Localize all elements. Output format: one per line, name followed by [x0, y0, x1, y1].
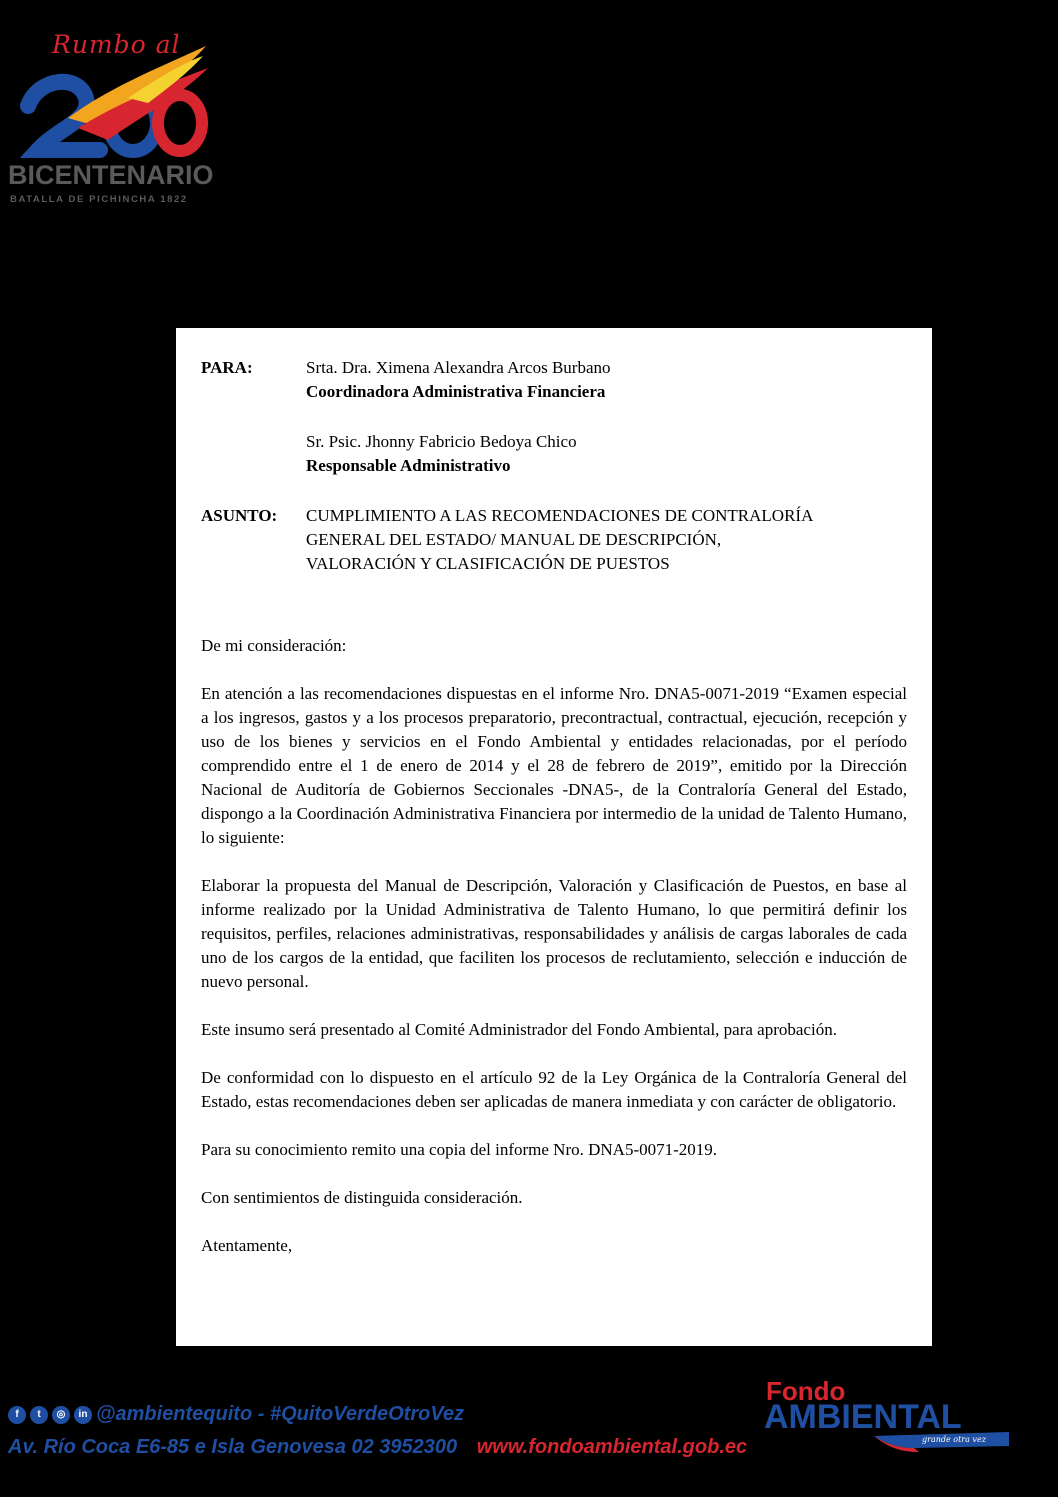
- instagram-icon[interactable]: ◎: [52, 1406, 70, 1424]
- subject-row: [201, 504, 907, 576]
- greeting: De mi consideración:: [201, 636, 347, 655]
- recipient-name: Sr. Psic. Jhonny Fabricio Bedoya Chico: [306, 432, 577, 451]
- recipient-title: Responsable Administrativo: [306, 456, 511, 475]
- subject-line: GENERAL DEL ESTADO/ MANUAL DE DESCRIPCIÓN,: [306, 530, 722, 549]
- bicentenario-word: BICENTENARIO: [8, 160, 214, 190]
- fondo-logo-main: AMBIENTAL: [764, 1398, 962, 1436]
- fondo-logo-top: Fondo: [766, 1376, 846, 1406]
- bicentenario-script-text: Rumbo al: [52, 30, 181, 59]
- footer-contact: [8, 1436, 747, 1459]
- to-label: PARA:: [201, 358, 253, 377]
- subject-label: ASUNTO:: [201, 506, 278, 525]
- footer-address: Av. Río Coca E6-85 e Isla Genovesa 02 3952300: [8, 1436, 458, 1458]
- facebook-icon[interactable]: f: [8, 1406, 26, 1424]
- footer-social-row: [8, 1403, 464, 1426]
- subject-text: [306, 504, 907, 576]
- to-row: [201, 356, 907, 478]
- fondo-ambiental-logo: [764, 1376, 1009, 1456]
- body-paragraph: Este insumo será presentado al Comité Administrador del Fondo Ambiental, para aprobación.: [201, 1020, 837, 1039]
- linkedin-icon[interactable]: in: [74, 1406, 92, 1424]
- recipients-block: [306, 356, 907, 478]
- closing-line: Con sentimientos de distinguida consideración.: [201, 1188, 523, 1207]
- bicentenario-subtitle: BATALLA DE PICHINCHA 1822: [10, 194, 188, 205]
- recipient-name: Srta. Dra. Ximena Alexandra Arcos Burbano: [306, 358, 611, 377]
- memo-page: [176, 328, 932, 1346]
- body-paragraph: Para su conocimiento remito una copia del informe Nro. DNA5-0071-2019.: [201, 1140, 718, 1159]
- subject-line: VALORACIÓN Y CLASIFICACIÓN DE PUESTOS: [306, 554, 670, 573]
- sign-off: Atentamente,: [201, 1236, 293, 1255]
- body-paragraph: De conformidad con lo dispuesto en el artículo 92 de la Ley Orgánica de la Contraloría General del Estado, estas recomendaciones deben ser aplicadas de manera inmediata y con carácter de obligatorio.: [201, 1068, 907, 1111]
- footer-website-link[interactable]: www.fondoambiental.gob.ec: [476, 1436, 748, 1458]
- body-paragraph: Elaborar la propuesta del Manual de Descripción, Valoración y Clasificación de Puestos, en base al informe realizado por la Unidad Administrativa de Talento Humano, lo que permitirá definir los requisitos, perfiles, relaciones administrativas, responsabilidades y análisis de cargas laborales de cada uno de los cargos de la entidad, que faciliten los procesos de reclutamiento, selección e inducción de nuevo personal.: [201, 876, 907, 991]
- body-paragraph: En atención a las recomendaciones dispuestas en el informe Nro. DNA5-0071-2019 “Examen especial a los ingresos, gastos y a los procesos preparatorio, precontractual, contractual, ejecución, recepción y uso de los bienes y servicios en el Fondo Ambiental y entidades relacionadas, por el período comprendido entre el 1 de enero de 2014 y el 28 de febrero de 2019”, emitido por la Dirección Nacional de Auditoría de Gobiernos Seccionales -DNA5-, de la Contraloría General del Estado, dispongo a la Coordinación Administrativa Financiera por intermedio de la unidad de Talento Humano, lo siguiente:: [201, 684, 907, 847]
- fondo-logo-tagline: grande otra vez: [922, 1435, 986, 1444]
- memo-content: [201, 356, 907, 1258]
- twitter-icon[interactable]: t: [30, 1406, 48, 1424]
- subject-line: CUMPLIMIENTO A LAS RECOMENDACIONES DE CONTRALORÍA: [306, 506, 814, 525]
- recipient-title: Coordinadora Administrativa Financiera: [306, 382, 606, 401]
- bicentenario-logo: [8, 28, 213, 208]
- social-handle: @ambientequito - #QuitoVerdeOtroVez: [96, 1403, 465, 1425]
